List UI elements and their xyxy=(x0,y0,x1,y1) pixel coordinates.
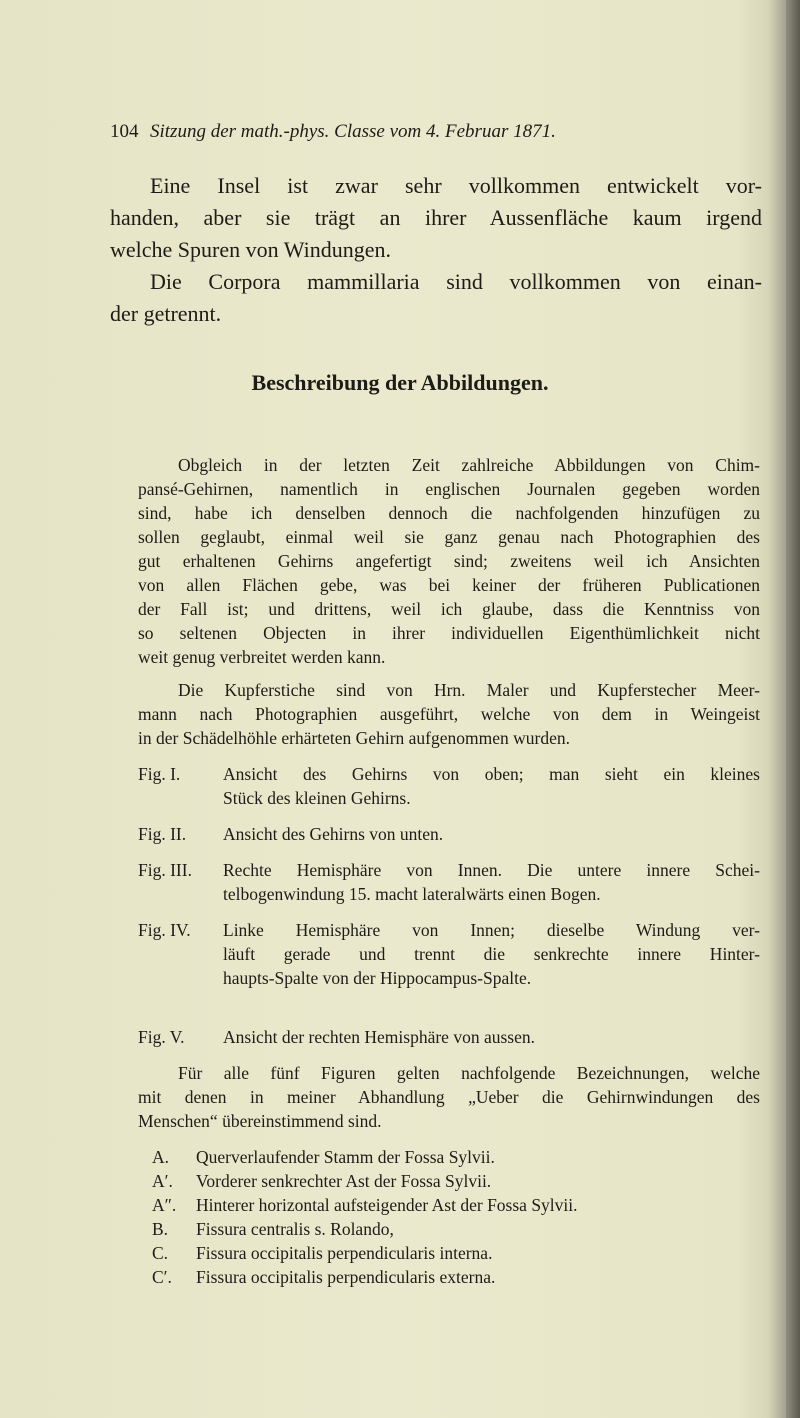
figure-description: haupts-Spalte von der Hippocampus-Spalte. xyxy=(223,968,532,988)
page-number: 104 xyxy=(110,121,139,142)
paragraph-line: sollen geglaubt, einmal weil sie ganz genau nach Photographien des xyxy=(138,527,760,547)
legend-text: Hinterer horizontal aufsteigender Ast der Fossa Sylvii. xyxy=(196,1195,578,1215)
paragraph-line: der Fall ist; und drittens, weil ich glaube, dass die Kenntniss von xyxy=(138,599,760,619)
paragraph-line: handen, aber sie trägt an ihrer Aussenfläche kaum irgend xyxy=(110,205,762,230)
paragraph-line: weit genug verbreitet werden kann. xyxy=(138,647,386,667)
paragraph-line: von allen Flächen gebe, was bei keiner der früheren Publicationen xyxy=(138,575,760,595)
paragraph-line: pansé-Gehirnen, namentlich in englischen Journalen gegeben worden xyxy=(138,479,760,499)
paragraph-line: Obgleich in der letzten Zeit zahlreiche Abbildungen von Chim- xyxy=(178,455,760,475)
legend-label: B. xyxy=(152,1219,169,1239)
figure-description: Stück des kleinen Gehirns. xyxy=(223,788,411,808)
paragraph-line: Menschen“ übereinstimmend sind. xyxy=(138,1111,382,1131)
paragraph-line: Die Corpora mammillaria sind vollkommen von einan- xyxy=(150,269,762,294)
paragraph-line: mann nach Photographien ausgeführt, welche von dem in Weingeist xyxy=(138,704,760,724)
paragraph-line: Für alle fünf Figuren gelten nachfolgende Bezeichnungen, welche xyxy=(178,1063,760,1083)
figure-description: Ansicht des Gehirns von unten. xyxy=(223,824,444,844)
book-spine-shadow xyxy=(786,0,800,1418)
figure-description: Linke Hemisphäre von Innen; dieselbe Windung ver- xyxy=(223,920,760,940)
paragraph-line: welche Spuren von Windungen. xyxy=(110,237,391,262)
legend-text: Querverlaufender Stamm der Fossa Sylvii. xyxy=(196,1147,495,1167)
figure-label: Fig. V. xyxy=(138,1027,185,1047)
figure-description: Ansicht der rechten Hemisphäre von aussen. xyxy=(223,1027,535,1047)
legend-label: A. xyxy=(152,1147,170,1167)
paragraph-line: mit denen in meiner Abhandlung „Ueber die Gehirnwindungen des xyxy=(138,1087,760,1107)
paragraph-line: Eine Insel ist zwar sehr vollkommen entwickelt vor- xyxy=(150,173,762,198)
paragraph-line: in der Schädelhöhle erhärteten Gehirn aufgenommen wurden. xyxy=(138,728,570,748)
paragraph-line: so seltenen Objecten in ihrer individuellen Eigenthümlichkeit nicht xyxy=(138,623,760,643)
legend-text: Fissura occipitalis perpendicularis externa. xyxy=(196,1267,496,1287)
legend-label: A″. xyxy=(152,1195,177,1215)
figure-description: Ansicht des Gehirns von oben; man sieht ein kleines xyxy=(223,764,760,784)
figure-description: telbogenwindung 15. macht lateralwärts einen Bogen. xyxy=(223,884,601,904)
figure-description: Rechte Hemisphäre von Innen. Die untere innere Schei- xyxy=(223,860,760,880)
figure-description: läuft gerade und trennt die senkrechte innere Hinter- xyxy=(223,944,760,964)
legend-text: Fissura centralis s. Rolando, xyxy=(196,1219,394,1239)
legend-text: Vorderer senkrechter Ast der Fossa Sylvii. xyxy=(196,1171,492,1191)
running-title: Sitzung der math.-phys. Classe vom 4. Februar 1871. xyxy=(150,121,556,142)
legend-label: C. xyxy=(152,1243,169,1263)
figure-label: Fig. III. xyxy=(138,860,192,880)
legend-label: A′. xyxy=(152,1171,173,1191)
legend-label: C′. xyxy=(152,1267,172,1287)
figure-label: Fig. II. xyxy=(138,824,187,844)
paragraph-line: sind, habe ich denselben dennoch die nachfolgenden hinzufügen zu xyxy=(138,503,760,523)
paragraph-line: gut erhaltenen Gehirns angefertigt sind; zweitens weil ich Ansichten xyxy=(138,551,760,571)
legend-text: Fissura occipitalis perpendicularis interna. xyxy=(196,1243,493,1263)
paragraph-line: Die Kupferstiche sind von Hrn. Maler und Kupferstecher Meer- xyxy=(178,680,760,700)
section-heading: Beschreibung der Abbildungen. xyxy=(251,370,549,395)
paragraph-line: der getrennt. xyxy=(110,301,222,326)
figure-label: Fig. I. xyxy=(138,764,181,784)
figure-label: Fig. IV. xyxy=(138,920,191,940)
